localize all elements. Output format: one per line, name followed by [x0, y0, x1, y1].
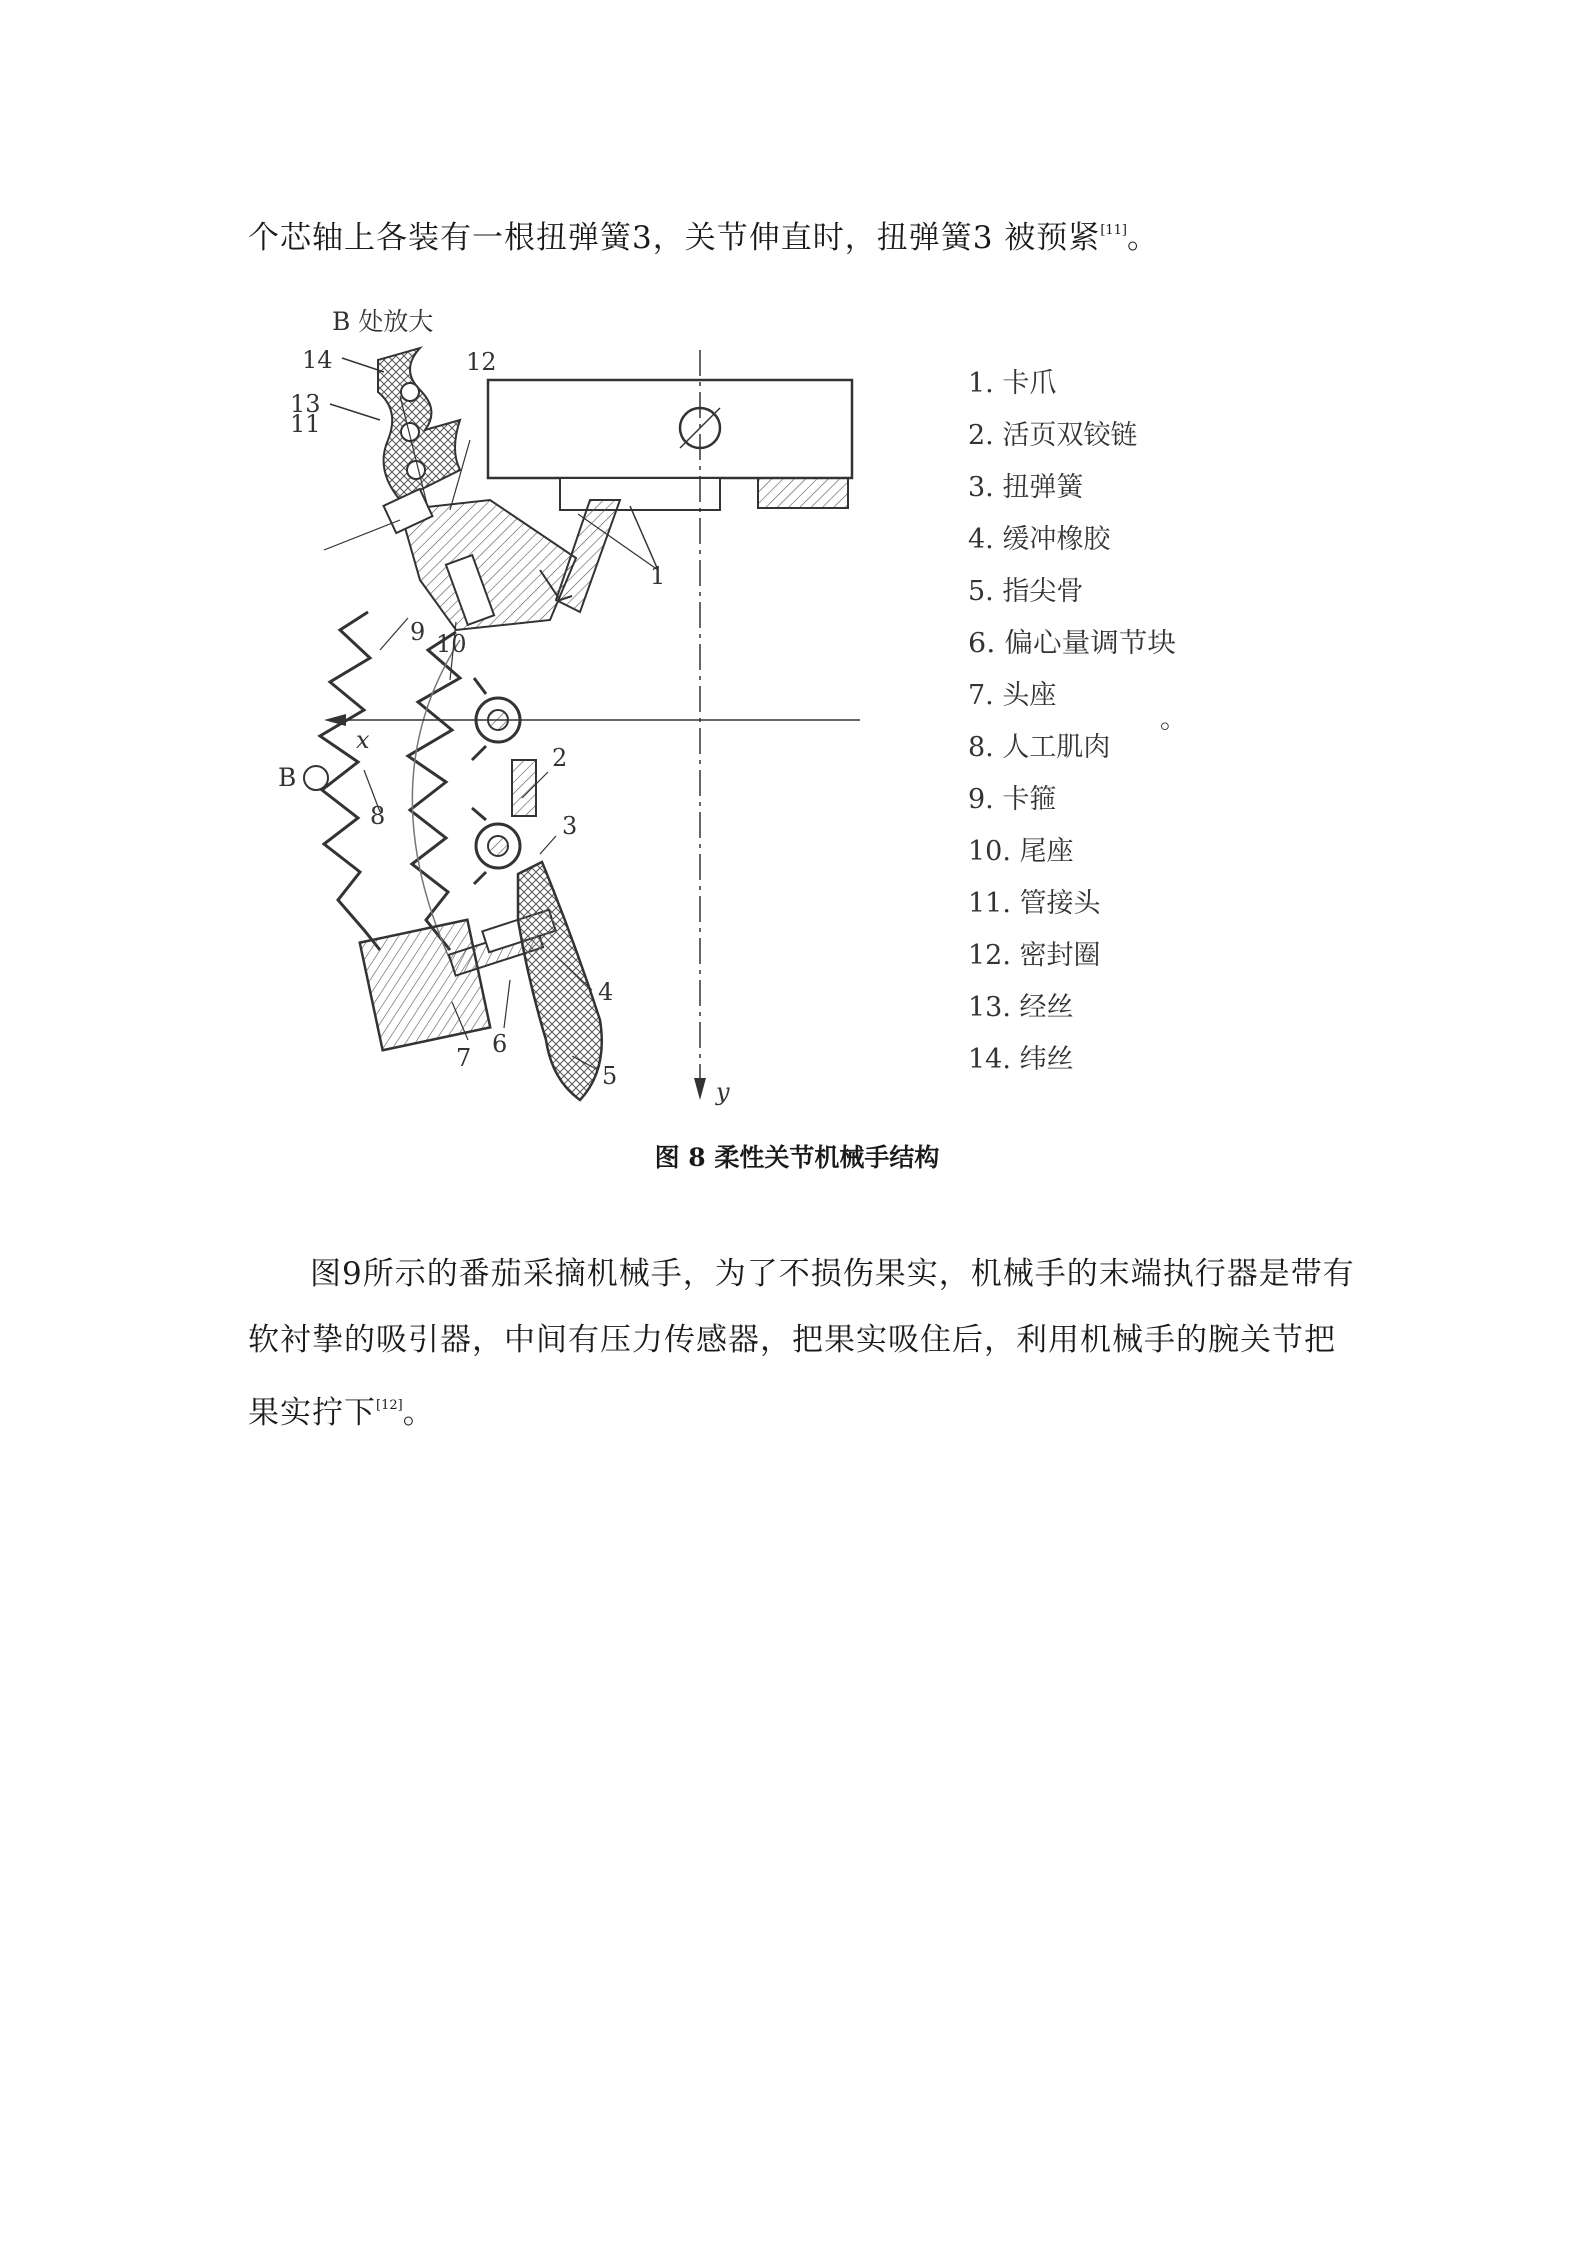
legend-item: 1. 卡爪 — [968, 368, 1057, 399]
legend-item: 11. 管接头 — [968, 888, 1101, 919]
part-number: 5 — [602, 1062, 618, 1090]
part-number: 8 — [370, 802, 386, 830]
fingertip-bone — [518, 862, 602, 1100]
citation: [12] — [376, 1398, 403, 1413]
head-seat — [360, 920, 490, 1050]
part-number: 7 — [456, 1044, 472, 1072]
legend-item: 4. 缓冲橡胶 — [968, 524, 1111, 555]
part-number: 12 — [466, 348, 497, 376]
part-number: 1 — [650, 562, 666, 590]
citation: [11] — [1100, 223, 1127, 238]
legend-item: 7. 头座 — [968, 680, 1057, 711]
paragraph-end: 。 — [1127, 220, 1159, 256]
part-number: 11 — [290, 410, 321, 438]
paragraph-text: 图9所示的番茄采摘机械手，为了不损伤果实，机械手的末端执行器是带有软衬挚的吸引器，中间有压力传感器，把果实吸住后，利用机械手的腕关节把果实拧下 — [248, 1256, 1355, 1431]
part-number: 2 — [552, 744, 568, 772]
part-number: 3 — [562, 812, 578, 840]
paragraph-end: 。 — [402, 1395, 435, 1431]
part-number: 4 — [598, 978, 614, 1006]
artificial-muscle-inner — [408, 632, 460, 950]
legend-item: 14. 纬丝 — [968, 1044, 1074, 1075]
axis-y-label: y — [716, 1078, 730, 1106]
figure-8-mechanism-diagram — [260, 300, 1200, 1120]
legend-item: 9. 卡箍 — [968, 784, 1057, 815]
legend-item: 12. 密封圈 — [968, 940, 1101, 971]
legend-item: 2. 活页双铰链 — [968, 420, 1138, 451]
legend-item: 8. 人工肌肉 — [968, 732, 1111, 763]
paragraph-text: 个芯轴上各装有一根扭弹簧3，关节伸直时，扭弹簧3 被预紧 — [248, 220, 1101, 256]
point-b-label: B — [278, 763, 297, 792]
stray-mark: 。 — [1160, 704, 1187, 735]
part-number: 10 — [436, 630, 467, 658]
axis-x-label: x — [356, 726, 370, 754]
body-paragraph-1 — [248, 198, 1358, 271]
legend-item: 5. 指尖骨 — [968, 576, 1084, 607]
legend-item: 13. 经丝 — [968, 992, 1074, 1023]
part-number: 6 — [492, 1030, 508, 1058]
legend-item: 10. 尾座 — [968, 836, 1074, 867]
body-paragraph-2 — [248, 1241, 1358, 1446]
legend-item: 3. 扭弹簧 — [968, 472, 1084, 503]
inset-title: B 处放大 — [332, 307, 434, 336]
artificial-muscle-outer — [320, 612, 380, 950]
inset-label-14: 14 — [302, 346, 333, 374]
legend-item: 6. 偏心量调节块 — [968, 628, 1176, 659]
inset-label-13: 13 — [290, 390, 321, 418]
part-number: 9 — [410, 618, 426, 646]
top-mount-block — [488, 380, 852, 478]
figure-caption: 图 8 柔性关节机械手结构 — [654, 1143, 940, 1172]
